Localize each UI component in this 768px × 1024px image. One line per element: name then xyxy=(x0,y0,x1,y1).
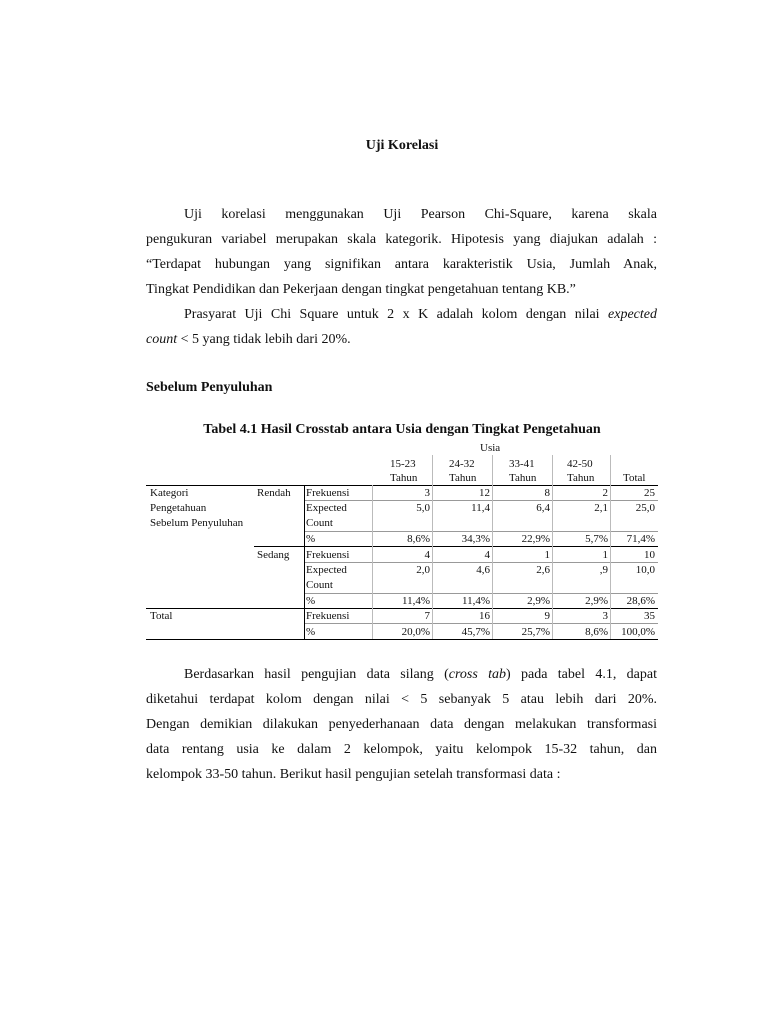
table-cell: 45,7% xyxy=(461,626,490,638)
table-cell: 4 xyxy=(484,549,490,561)
stat-label: Count xyxy=(306,579,333,591)
table-cell: 12 xyxy=(479,487,490,499)
header-divider xyxy=(432,455,433,485)
table-cell: 34,3% xyxy=(461,533,490,545)
paragraph-berdasarkan xyxy=(146,662,657,787)
table-cell: 2,9% xyxy=(527,595,550,607)
col-header xyxy=(390,457,417,485)
category-label: Rendah xyxy=(257,487,291,499)
category-label: Sedang xyxy=(257,549,290,561)
paragraph-prasyarat xyxy=(146,302,657,352)
total-label: Total xyxy=(150,610,173,622)
row-rule xyxy=(254,546,658,547)
table-cell: 10,0 xyxy=(635,564,655,576)
table-cell: 3 xyxy=(424,487,430,499)
table-cell: 4,6 xyxy=(476,564,490,576)
paragraph-line xyxy=(146,327,657,352)
section-heading: Sebelum Penyuluhan xyxy=(146,380,273,395)
table-cell: 1 xyxy=(544,549,550,561)
stat-label: % xyxy=(306,595,316,607)
table-cell: 7 xyxy=(424,610,430,622)
table-cell: 1 xyxy=(602,549,608,561)
table-cell: 5,7% xyxy=(585,533,608,545)
table-rule xyxy=(146,639,658,640)
paragraph-line: “Terdapat hubungan yang signifikan antara karakteristik Usia, Jumlah Anak, xyxy=(146,257,657,272)
paragraph-line: Uji korelasi menggunakan Uji Pearson Chi-Square, karena skala xyxy=(184,207,657,222)
text-run: Prasyarat Uji Chi Square untuk 2 x K adalah kolom dengan nilai xyxy=(184,307,600,322)
table-cell: 28,6% xyxy=(626,595,655,607)
col-header-total: Total xyxy=(623,472,646,484)
table-cell: 2 xyxy=(602,487,608,499)
col-header-label: 42-50 xyxy=(567,458,593,470)
table-cell: 25,0 xyxy=(635,502,655,514)
paragraph-line: data rentang usia ke dalam 2 kelompok, yaitu kelompok 15-32 tahun, dan xyxy=(146,742,657,757)
col-divider xyxy=(432,485,433,639)
stat-label: Count xyxy=(306,517,333,529)
table-cell: 11,4% xyxy=(401,595,430,607)
paragraph-line: Tingkat Pendidikan dan Pekerjaan dengan tingkat pengetahuan tentang KB.” xyxy=(146,282,576,297)
paragraph-line: kelompok 33-50 tahun. Berikut hasil pengujian setelah transformasi data : xyxy=(146,767,561,782)
stat-label: Frekuensi xyxy=(306,549,350,561)
paragraph-line xyxy=(146,662,657,687)
text-run: ) pada tabel 4.1, dapat xyxy=(506,667,657,682)
col-header xyxy=(449,457,476,485)
col-header xyxy=(567,457,594,485)
col-divider xyxy=(372,485,373,639)
italic-term: expected xyxy=(608,307,657,322)
row-rule xyxy=(304,623,658,624)
col-header-label: 33-41 xyxy=(509,458,535,470)
table-cell: 22,9% xyxy=(521,533,550,545)
col-header-label: Tahun xyxy=(567,472,595,484)
table-cell: 6,4 xyxy=(536,502,550,514)
table-caption: Tabel 4.1 Hasil Crosstab antara Usia dengan Tingkat Pengetahuan xyxy=(203,422,601,437)
paragraph-intro xyxy=(146,202,657,302)
table-cell: 2,0 xyxy=(416,564,430,576)
col-header-label: 24-32 xyxy=(449,458,475,470)
col-header-label: Tahun xyxy=(509,472,537,484)
paragraph-line: Dengan demikian dilakukan penyederhanaan data dengan melakukan transformasi xyxy=(146,717,657,732)
table-cell: 25,7% xyxy=(521,626,550,638)
header-divider xyxy=(552,455,553,485)
table-cell: ,9 xyxy=(599,564,608,576)
paragraph-line: diketahui terdapat kolom dengan nilai < 5 sebanyak 5 atau lebih dari 20%. xyxy=(146,692,657,707)
col-divider xyxy=(492,485,493,639)
stat-label: Expected xyxy=(306,502,347,514)
stat-label: Frekuensi xyxy=(306,610,350,622)
text-run: Berdasarkan hasil pengujian data silang ( xyxy=(184,667,449,682)
col-header-label: Tahun xyxy=(449,472,477,484)
table-cell: 10 xyxy=(644,549,655,561)
table-cell: 8,6% xyxy=(585,626,608,638)
paragraph-line xyxy=(146,302,657,327)
col-divider xyxy=(610,485,611,639)
header-divider xyxy=(610,455,611,485)
row-label: Sebelum Penyuluhan xyxy=(150,517,244,529)
table-cell: 2,6 xyxy=(536,564,550,576)
text-run: < 5 yang tidak lebih dari 20%. xyxy=(177,332,351,347)
row-label: Pengetahuan xyxy=(150,502,207,514)
table-cell: 100,0% xyxy=(621,626,655,638)
table-cell: 35 xyxy=(644,610,655,622)
table-cell: 4 xyxy=(424,549,430,561)
col-header-label: 15-23 xyxy=(390,458,416,470)
page-title: Uji Korelasi xyxy=(365,138,439,153)
table-cell: 71,4% xyxy=(626,533,655,545)
row-label: Kategori xyxy=(150,487,189,499)
table-cell: 25 xyxy=(644,487,655,499)
col-group-header: Usia xyxy=(480,442,501,454)
table-cell: 8 xyxy=(544,487,550,499)
col-divider xyxy=(552,485,553,639)
table-cell: 2,1 xyxy=(594,502,608,514)
table-cell: 9 xyxy=(544,610,550,622)
stat-label: % xyxy=(306,626,316,638)
table-cell: 8,6% xyxy=(407,533,430,545)
table-cell: 3 xyxy=(602,610,608,622)
table-cell: 2,9% xyxy=(585,595,608,607)
header-divider xyxy=(492,455,493,485)
stat-label: Expected xyxy=(306,564,347,576)
col-header xyxy=(509,457,536,485)
paragraph-line: pengukuran variabel merupakan skala kategorik. Hipotesis yang diajukan adalah : xyxy=(146,232,657,247)
col-divider xyxy=(304,485,305,639)
italic-term: cross tab xyxy=(448,667,507,682)
table-cell: 11,4% xyxy=(461,595,490,607)
table-cell: 11,4 xyxy=(471,502,490,514)
table-cell: 5,0 xyxy=(416,502,430,514)
italic-term: count xyxy=(146,332,178,347)
col-header-label: Tahun xyxy=(390,472,418,484)
table-cell: 20,0% xyxy=(401,626,430,638)
stat-label: Frekuensi xyxy=(306,487,350,499)
table-cell: 16 xyxy=(479,610,490,622)
stat-label: % xyxy=(306,533,316,545)
